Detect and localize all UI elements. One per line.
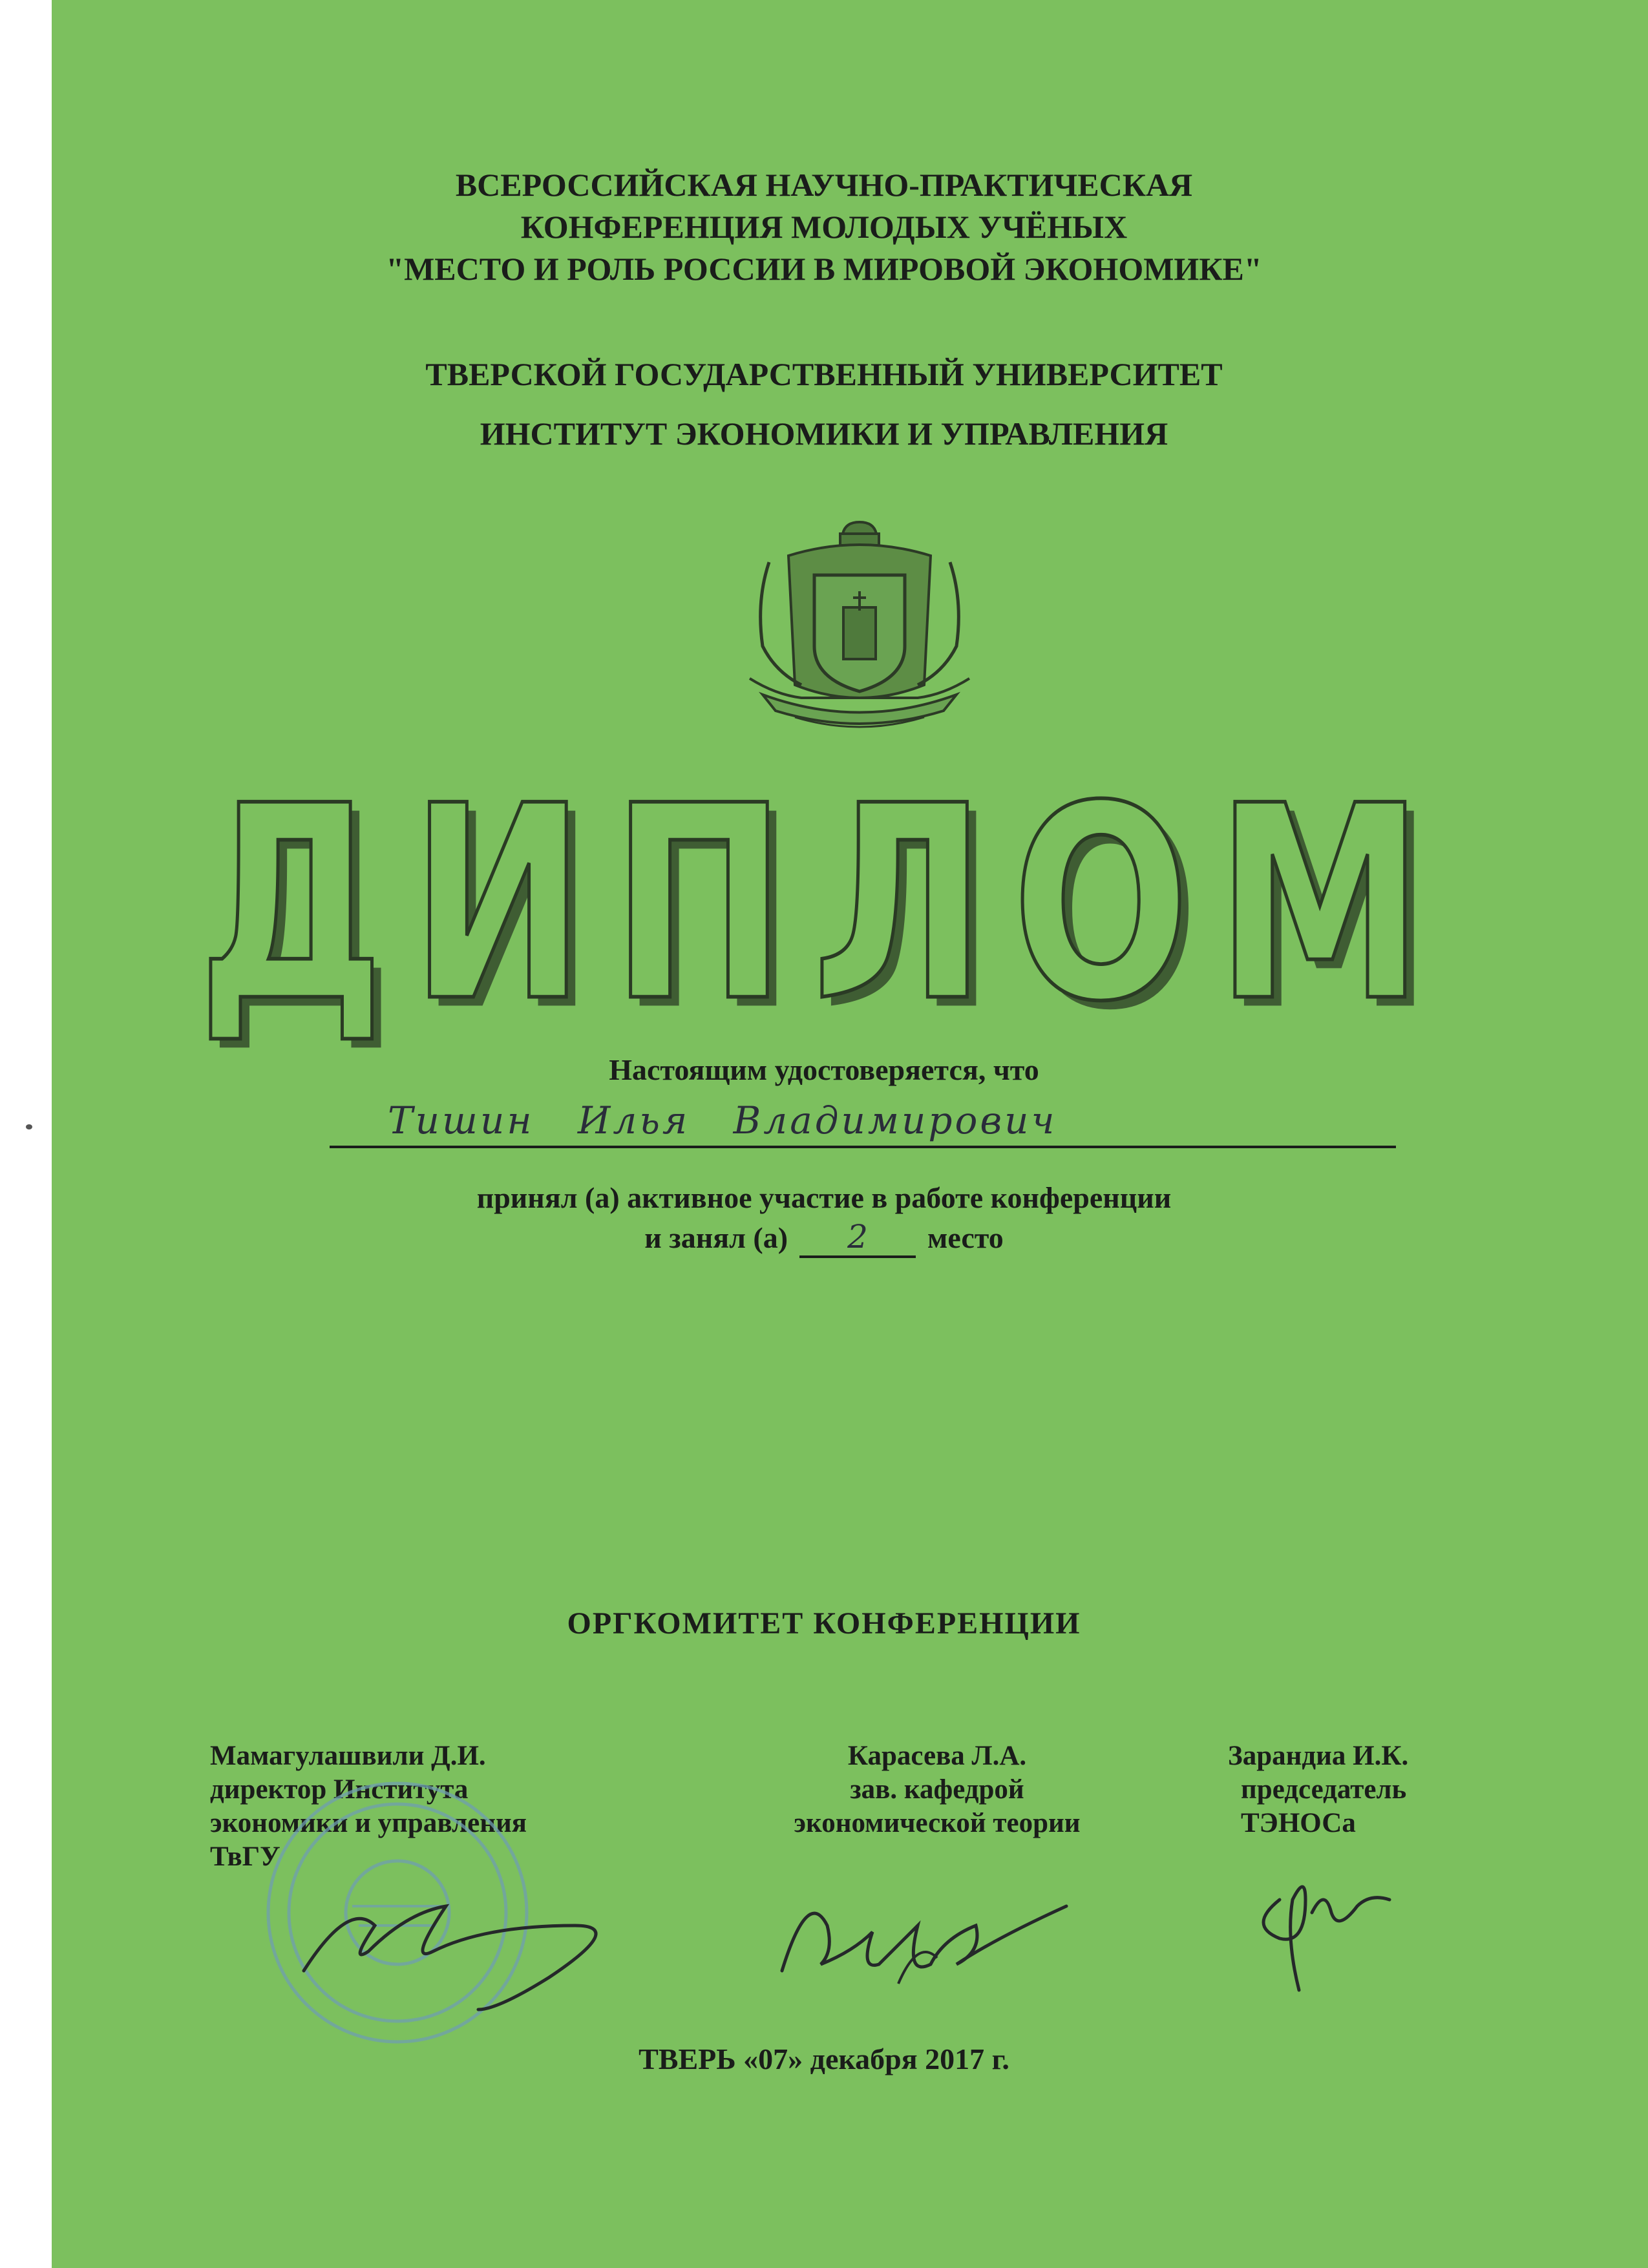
signatory-2-name: Карасева Л.А. bbox=[847, 1741, 1027, 1771]
signatory-3-role-2: ТЭНОСа bbox=[1241, 1808, 1356, 1838]
certifies-text: Настоящим удостоверяется, что bbox=[609, 1053, 1039, 1086]
committee-title: ОРГКОМИТЕТ КОНФЕРЕНЦИИ bbox=[567, 1606, 1081, 1641]
conference-title-line-2: КОНФЕРЕНЦИЯ МОЛОДЫХ УЧЁНЫХ bbox=[520, 209, 1128, 245]
place-row bbox=[0, 1218, 1648, 1258]
recipient-name-handwritten: Тишин Илья Владимирович bbox=[388, 1098, 1057, 1142]
place-prefix: и занял (а) bbox=[644, 1221, 788, 1254]
signatory-3-role-1: председатель bbox=[1241, 1774, 1407, 1805]
footer-place-date: ТВЕРЬ «07» декабря 2017 г. bbox=[639, 2042, 1009, 2075]
participation-text: принял (а) активное участие в работе конференции bbox=[476, 1181, 1172, 1214]
signatory-2-role-1: зав. кафедрой bbox=[850, 1774, 1024, 1805]
place-suffix: место bbox=[927, 1221, 1004, 1254]
signatory-1-name: Мамагулашвили Д.И. bbox=[210, 1741, 486, 1771]
signatory-1-role-1: директор Института bbox=[210, 1774, 469, 1805]
signatory-2-role-2: экономической теории bbox=[794, 1808, 1081, 1838]
recipient-name-line bbox=[330, 1146, 1396, 1148]
coat-of-arms-icon bbox=[743, 510, 976, 743]
conference-title-line-1: ВСЕРОССИЙСКАЯ НАУЧНО-ПРАКТИЧЕСКАЯ bbox=[455, 167, 1193, 203]
diploma-heading: ДИПЛОМ bbox=[198, 748, 1450, 1060]
scan-mark bbox=[26, 1124, 32, 1129]
institute-name: ИНСТИТУТ ЭКОНОМИКИ И УПРАВЛЕНИЯ bbox=[480, 415, 1168, 452]
signatory-1-role-3: ТвГУ bbox=[210, 1842, 280, 1872]
university-name: ТВЕРСКОЙ ГОСУДАРСТВЕННЫЙ УНИВЕРСИТЕТ bbox=[425, 356, 1223, 392]
signature-3 bbox=[1241, 1854, 1396, 2003]
signature-2 bbox=[769, 1867, 1131, 2016]
signatory-3 bbox=[1228, 1739, 1408, 1840]
signatory-2 bbox=[737, 1739, 1137, 1840]
place-blank bbox=[799, 1218, 916, 1258]
place-value-handwritten: 2 bbox=[847, 1218, 868, 1255]
signatory-3-name: Зарандиа И.К. bbox=[1228, 1741, 1409, 1771]
conference-title-line-3: "МЕСТО И РОЛЬ РОССИИ В МИРОВОЙ ЭКОНОМИКЕ" bbox=[386, 251, 1262, 287]
signature-1 bbox=[291, 1874, 653, 2029]
signatory-1-role-2: экономики и управления bbox=[210, 1808, 527, 1838]
